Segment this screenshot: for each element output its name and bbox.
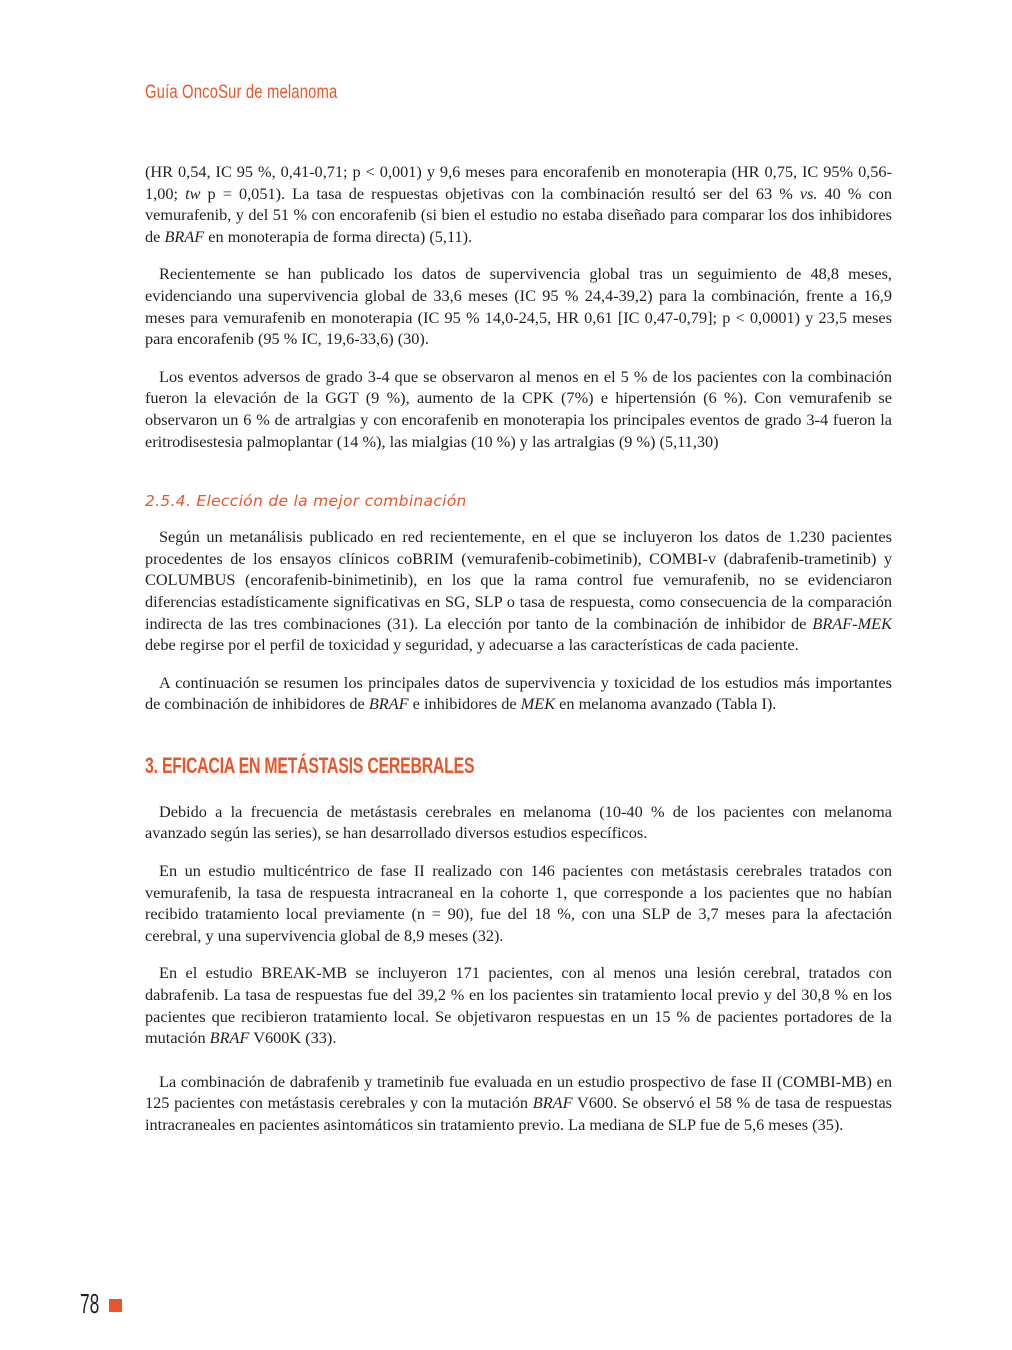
text-run: V600K (33). (249, 1028, 337, 1048)
paragraph-adverse-events: Los eventos adversos de grado 3-4 que se observaron al menos en el 5 % de los pacientes con la combinación fueron la elevación de la GGT (9 %), aumento de la CPK (7%) e hipertensión (6 %). Con vemurafenib se observaron un 6 % de artralgias y con encorafenib en monoterapia los principales eventos de grado 3-4 fueron la eritrodisestesia palmoplantar (14 %), las mialgias (10 %) y las artralgias (9 %) (5,11,30) (145, 366, 892, 451)
paragraph-break-mb (145, 962, 892, 1048)
text-run: (HR 0,54, IC 95 %, 0,41-0,71; p < 0,001) y 9,6 meses para encorafenib en monoterapia (HR 0,75, IC 95% 0,56-1,00; (145, 162, 892, 203)
page-number-square-icon (109, 1299, 122, 1312)
italic-text: BRAF (532, 1093, 573, 1113)
paragraph-brain-metastasis-frequency: Debido a la frecuencia de metástasis cerebrales en melanoma (10-40 % de los pacientes con melanoma avanzado según las series), se han desarrollado diversos estudios específicos. (145, 801, 892, 843)
text-run: La combinación de dabrafenib y trametinib fue evaluada en un estudio prospectivo de fase II (COMBI-MB) en 125 pacientes con metástasis cerebrales y con la mutación (145, 1071, 892, 1113)
section-heading: 3. EFICACIA EN METÁSTASIS CEREBRALES (145, 752, 475, 778)
text-run: A continuación se resumen los principales datos de supervivencia y toxicidad de los estudios más importantes de combinación de inhibidores de (145, 672, 892, 714)
text-run: en melanoma avanzado (Tabla I). (555, 694, 777, 714)
italic-text: vs. (799, 183, 818, 203)
italic-text: BRAF (209, 1028, 250, 1048)
text-run: en monoterapia de forma directa) (5,11). (204, 226, 473, 246)
paragraph-metaanalysis (145, 526, 892, 656)
text-run: En el estudio BREAK-MB se incluyeron 171 pacientes, con al menos una lesión cerebral, tratados con dabrafenib. La tasa de respuestas fue del 39,2 % en los pacientes sin tratamiento local previo y del 30,8 % en los pacientes que recibieron tratamiento local. Se objetivaron respuestas en un 15 % de pacientes portadores de la mutación (145, 963, 892, 1048)
italic-text: BRAF (368, 694, 409, 714)
page-content (145, 161, 892, 1152)
text-run: V600. Se observó el 58 % de tasa de respuestas intracraneales en pacientes asintomáticos sin tratamiento previo. La mediana de SLP fue de 5,6 meses (35). (145, 1093, 893, 1134)
text-run: debe regirse por el perfil de toxicidad y seguridad, y adecuarse a las características de cada paciente. (145, 635, 799, 655)
italic-text: BRAF (164, 226, 205, 246)
paragraph-combi-mb (145, 1071, 892, 1136)
paragraph-hr-results (145, 161, 892, 247)
running-header: Guía OncoSur de melanoma (145, 82, 338, 103)
text-run: 40 % con vemurafenib, y del 51 % con encorafenib (si bien el estudio no estaba diseñado para comparar los dos inhibidores de (145, 183, 892, 246)
text-run: p = 0,051). La tasa de respuestas objetivas con la combinación resultó ser del 63 % (200, 183, 800, 203)
paragraph-overall-survival: Recientemente se han publicado los datos de supervivencia global tras un seguimiento de 48,8 meses, evidenciando una supervivencia global de 33,6 meses (IC 95 % 24,4-39,2) para la combinación, frente a 16,9 meses para vemurafenib en monoterapia (IC 95 % 14,0-24,5, HR 0,61 [IC 0,47-0,79]; p < 0,0001) y 23,5 meses para encorafenib (95 % IC, 19,6-33,6) (30). (145, 264, 892, 349)
paragraph-summary-table-ref (145, 672, 892, 715)
italic-text: MEK (520, 694, 556, 714)
subsection-heading: 2.5.4. Elección de la mejor combinación (145, 492, 467, 511)
italic-text: tw (185, 183, 201, 203)
text-run: Según un metanálisis publicado en red recientemente, en el que se incluyeron los datos de 1.230 pacientes procedentes de los ensayos clínicos coBRIM (vemurafenib-cobimetinib), COMBI-v (dabrafenib-trametinib) y COLUMBUS (encorafenib-binimetinib), en los que la rama control fue vemurafenib, no se evidenciaron diferencias estadísticamente significativas en SG, SLP o tasa de respuesta, como consecuencia de la comparación indirecta de las tres combinaciones (31). La elección por tanto de la combinación de inhibidor de (145, 527, 892, 633)
page-number: 78 (80, 1288, 100, 1319)
text-run: e inhibidores de (408, 694, 521, 714)
paragraph-vemurafenib-study: En un estudio multicéntrico de fase II realizado con 146 pacientes con metástasis cerebrales tratados con vemurafenib, la tasa de respuesta intracraneal en la cohorte 1, que corresponde a los pacientes que no habían recibido tratamiento local previamente (n = 90), fue del 18 %, con una SLP de 3,7 meses para la afectación cerebral, y una supervivencia global de 8,9 meses (32). (145, 861, 892, 945)
italic-text: BRAF-MEK (812, 613, 892, 633)
